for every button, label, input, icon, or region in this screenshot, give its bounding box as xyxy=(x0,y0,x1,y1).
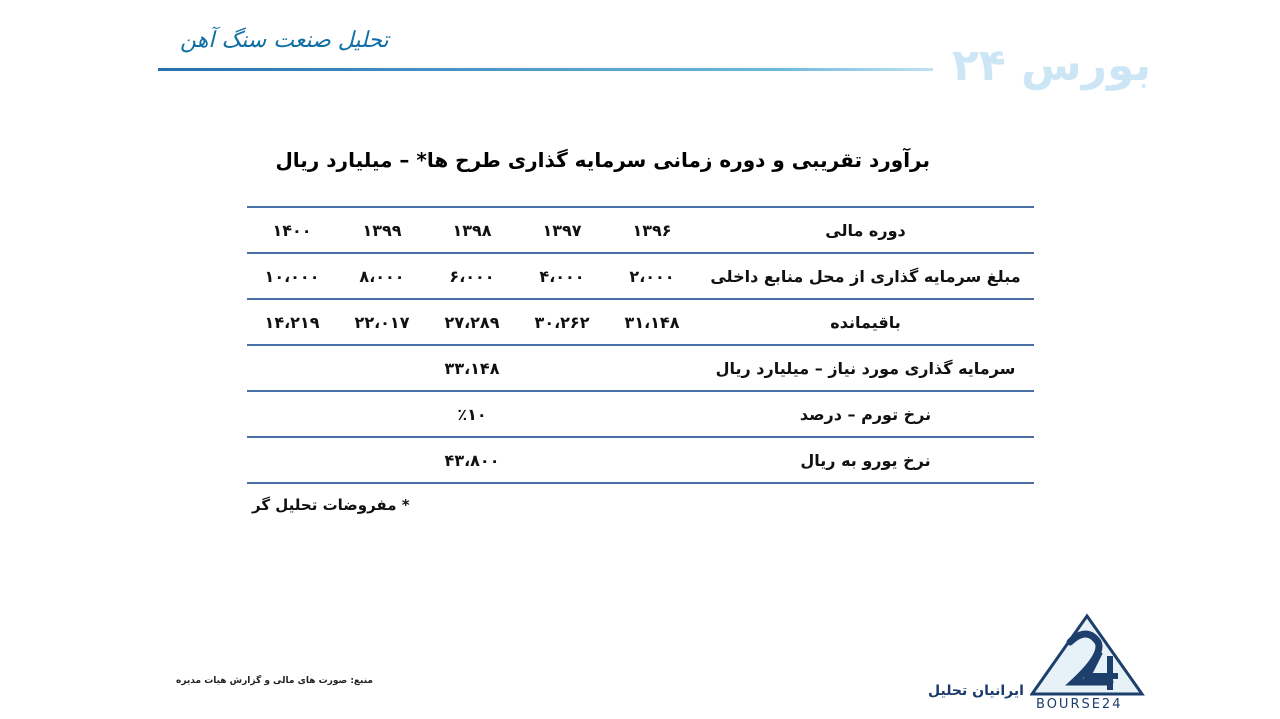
row-label: سرمایه گذاری مورد نیاز – میلیارد ریال xyxy=(715,358,1016,378)
brand-name: ایرانیان تحلیل xyxy=(928,683,1024,699)
table-row xyxy=(247,253,1034,299)
table-cell: ۲۷،۲۸۹ xyxy=(444,312,500,332)
table-row xyxy=(247,391,1034,437)
section-title: تحلیل صنعت سنگ آهن xyxy=(180,28,389,53)
table-cell: ۱۳۹۶ xyxy=(632,220,672,240)
investment-table xyxy=(247,206,1034,484)
document-title: برآورد تقریبی و دوره زمانی سرمایه گذاری طرح ها* – میلیارد ریال xyxy=(275,148,930,172)
source-note: منبع: صورت های مالی و گزارش هیات مدیره xyxy=(176,676,373,686)
table-cell: ۲،۰۰۰ xyxy=(629,266,675,286)
table-cell: ۲۲،۰۱۷ xyxy=(354,312,410,332)
row-label: مبلغ سرمایه گذاری از محل منابع داخلی xyxy=(710,266,1021,286)
table-cell: ۱۳۹۷ xyxy=(542,220,582,240)
table-cell: ۱۰،۰۰۰ xyxy=(264,266,320,286)
row-label: دوره مالی xyxy=(825,220,906,240)
bourse24-header-logo: بورس ۲۴ xyxy=(952,40,1152,91)
table-cell: ۴۳،۸۰۰ xyxy=(444,450,500,470)
table-row xyxy=(247,345,1034,391)
row-label: باقیمانده xyxy=(830,312,901,332)
table-row xyxy=(247,207,1034,253)
table-cell: ۸،۰۰۰ xyxy=(359,266,405,286)
table-cell: ۱۴،۲۱۹ xyxy=(264,312,320,332)
table-row xyxy=(247,299,1034,345)
table-cell: ۱۴۰۰ xyxy=(272,220,312,240)
row-label: نرخ تورم – درصد xyxy=(799,404,932,424)
table-cell: ۳۱،۱۴۸ xyxy=(624,312,680,332)
row-label: نرخ یورو به ریال xyxy=(800,450,931,470)
table-cell: ۴،۰۰۰ xyxy=(539,266,585,286)
table-cell: ۶،۰۰۰ xyxy=(449,266,495,286)
table-cell: ۳۳،۱۴۸ xyxy=(444,358,500,378)
brand-logo-text: BOURSE24 xyxy=(1036,697,1123,712)
table-cell: ۱۳۹۹ xyxy=(362,220,402,240)
table-cell: ۱۳۹۸ xyxy=(452,220,492,240)
footnote: * مفروضات تحلیل گر xyxy=(252,496,410,514)
table-cell: ۳۰،۲۶۲ xyxy=(534,312,590,332)
table-cell: ٪۱۰ xyxy=(457,404,487,424)
header-rule xyxy=(158,68,933,71)
table-row xyxy=(247,437,1034,483)
